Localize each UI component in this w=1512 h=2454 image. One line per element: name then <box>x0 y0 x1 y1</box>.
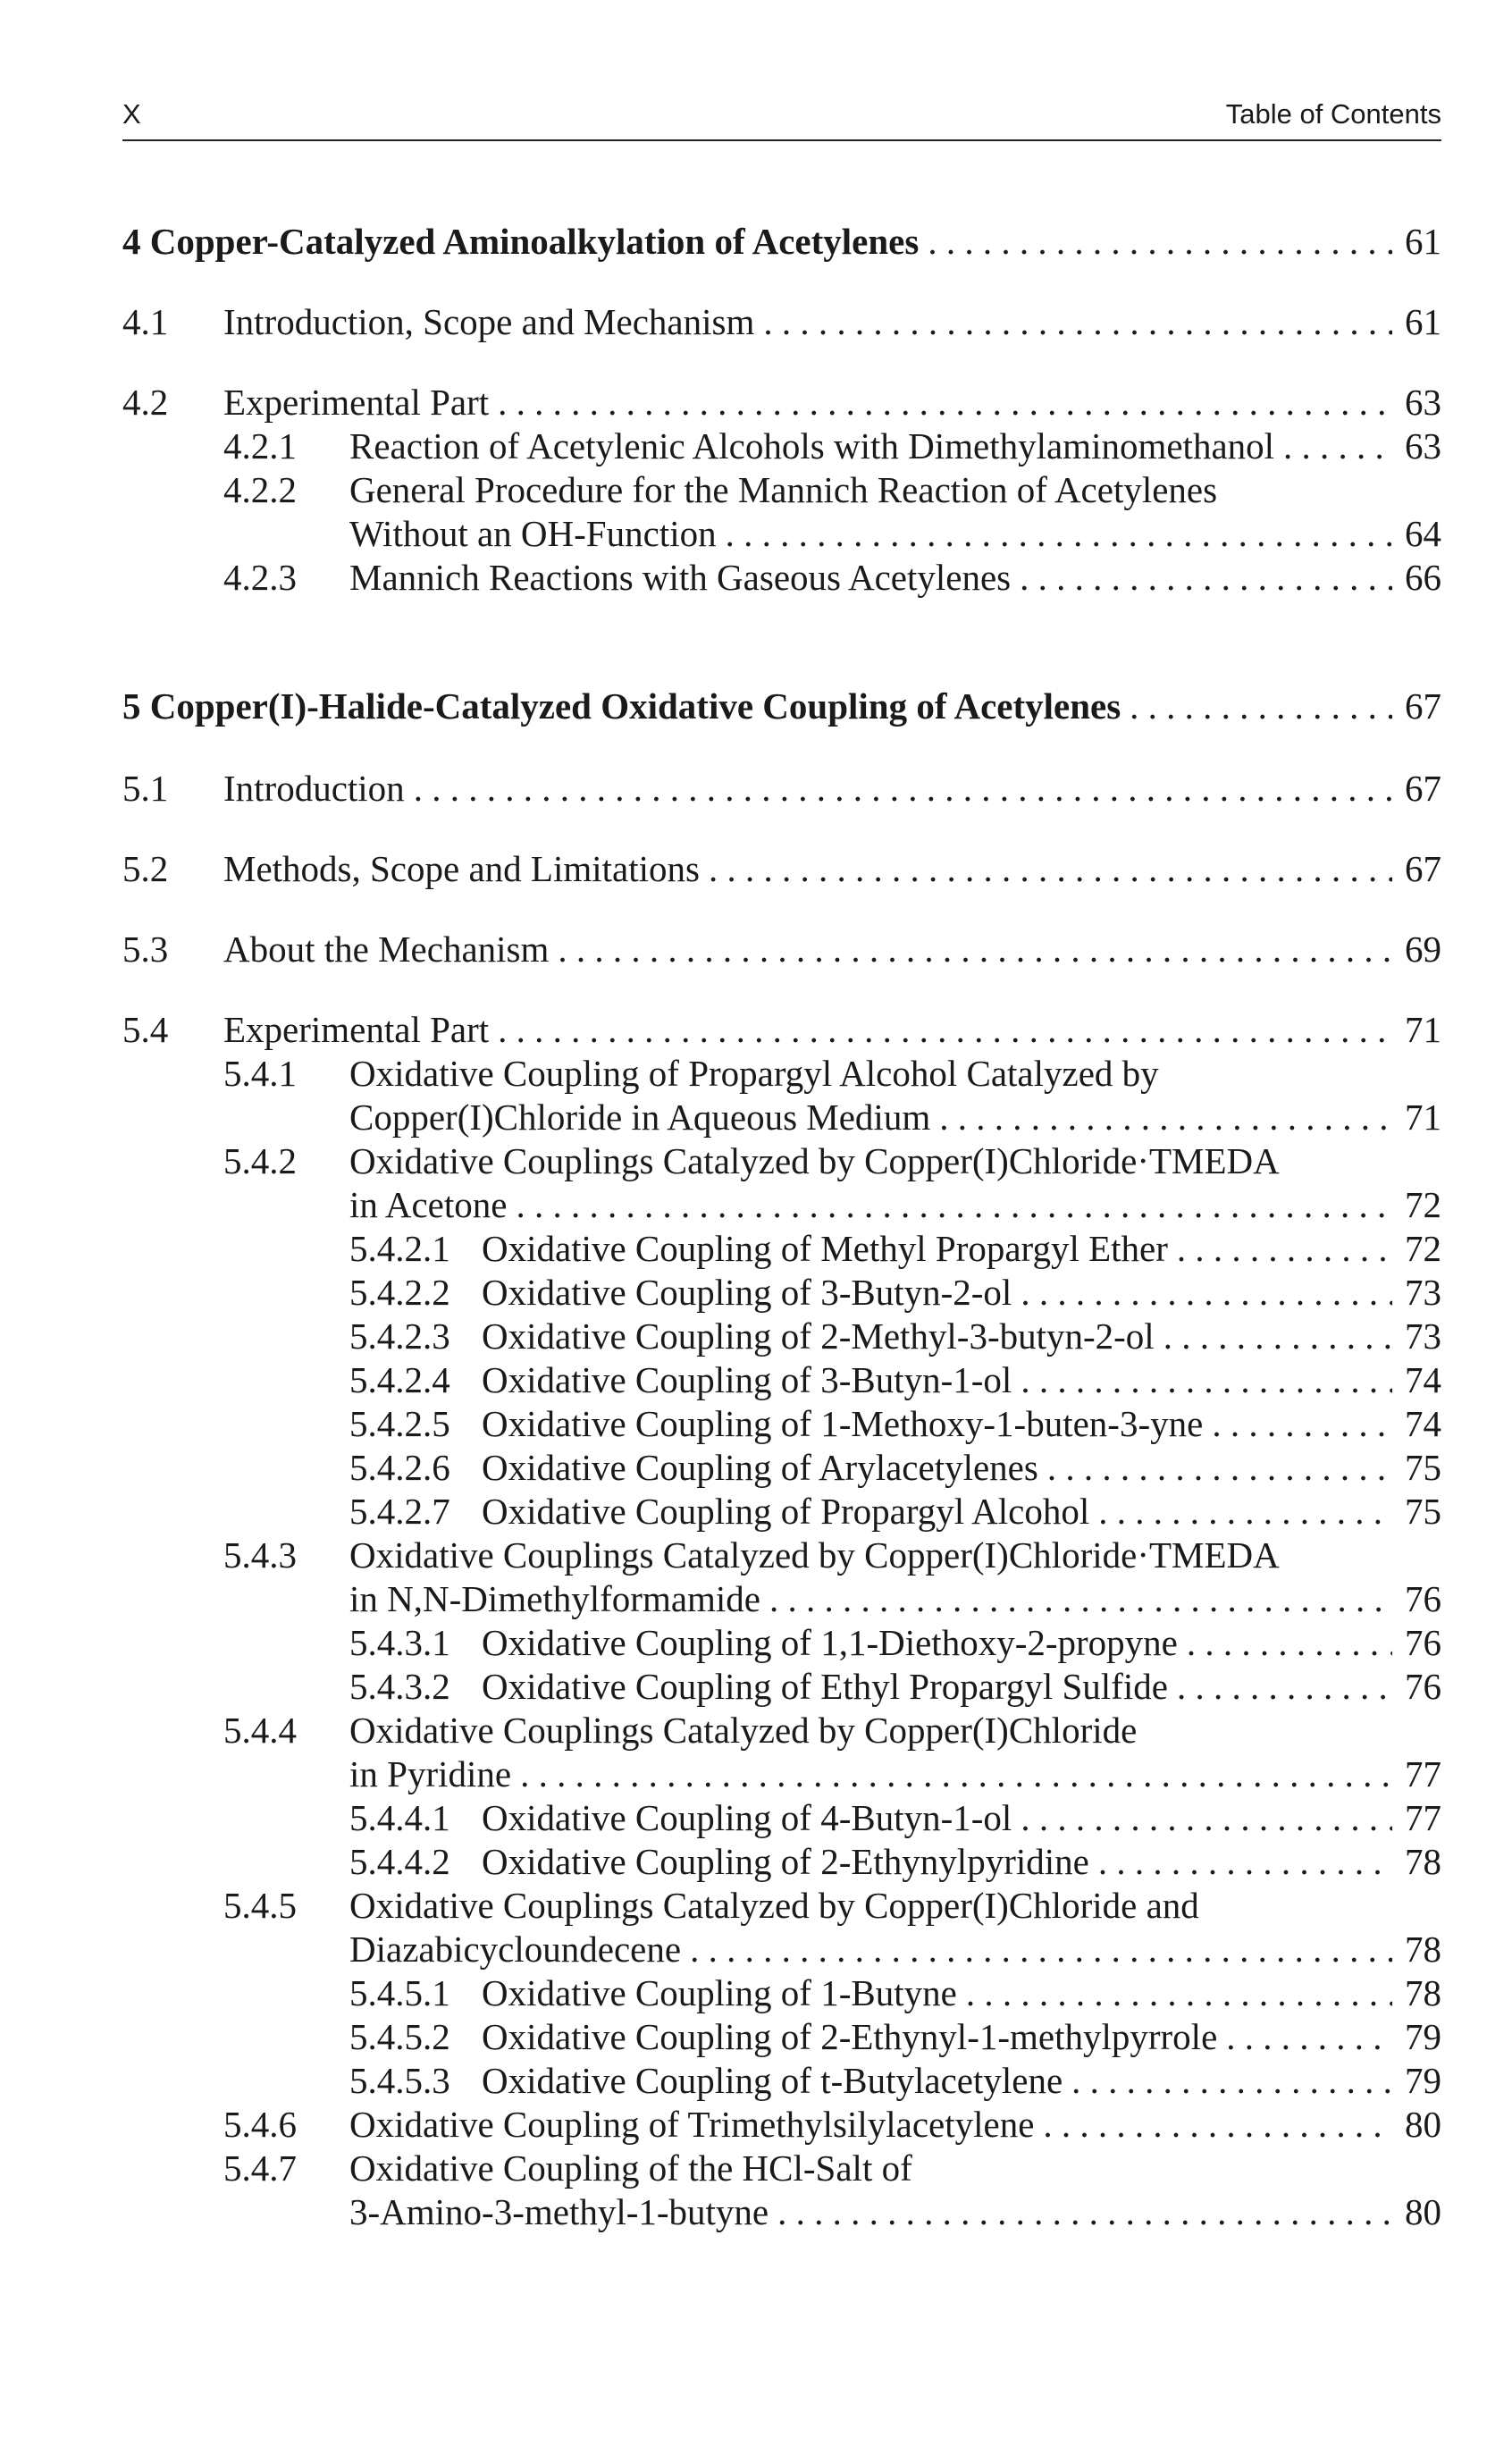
subsection-entry[interactable] <box>122 1534 1441 1577</box>
subsubsection-entry[interactable] <box>122 1490 1441 1534</box>
dot-leader <box>709 847 1392 891</box>
subsection-entry[interactable] <box>122 424 1441 468</box>
dot-leader <box>1021 1271 1392 1315</box>
subsection-title: Reaction of Acetylenic Alcohols with Dimethylaminomethanol <box>349 425 1275 466</box>
subsubsection-number: 5.4.5.3 <box>349 2060 450 2101</box>
section-entry[interactable] <box>122 767 1441 811</box>
subsubsection-number: 5.4.2.6 <box>349 1447 450 1488</box>
dot-leader <box>520 1752 1392 1796</box>
running-title: Table of Contents <box>1225 98 1441 130</box>
page-ref: 72 <box>1405 1228 1441 1269</box>
subsubsection-number: 5.4.2.3 <box>349 1315 450 1357</box>
page-ref: 67 <box>1405 685 1441 727</box>
page-ref: 61 <box>1405 221 1441 262</box>
dot-leader <box>1098 1840 1392 1884</box>
chapter-4-entry[interactable] <box>122 220 1441 264</box>
subsection-title: General Procedure for the Mannich Reaction of Acetylenes <box>349 469 1218 510</box>
subsubsection-number: 5.4.2.4 <box>349 1359 450 1400</box>
subsubsection-number: 5.4.2.7 <box>349 1491 450 1532</box>
subsubsection-title: Oxidative Coupling of 2-Methyl-3-butyn-2-ol <box>482 1315 1155 1357</box>
dot-leader <box>1177 1665 1392 1709</box>
page-ref: 71 <box>1405 1097 1441 1138</box>
page-ref: 76 <box>1405 1622 1441 1663</box>
page-ref: 72 <box>1405 1184 1441 1225</box>
subsubsection-entry[interactable] <box>122 1665 1441 1709</box>
subsubsection-entry[interactable] <box>122 1840 1441 1884</box>
page-ref: 80 <box>1405 2104 1441 2145</box>
subsubsection-number: 5.4.3.1 <box>349 1622 450 1663</box>
subsection-title: Oxidative Coupling of Trimethylsilylacetylene <box>349 2104 1035 2145</box>
subsection-entry-continued[interactable] <box>122 1183 1441 1227</box>
dot-leader <box>498 1008 1392 1052</box>
section-entry[interactable] <box>122 847 1441 891</box>
dot-leader <box>516 1183 1392 1227</box>
subsubsection-entry[interactable] <box>122 1971 1441 2015</box>
section-number: 5.3 <box>122 929 169 970</box>
subsubsection-number: 5.4.5.1 <box>349 1972 450 2013</box>
section-title: Introduction <box>223 768 405 809</box>
subsection-number: 4.2.3 <box>223 557 297 598</box>
page-ref: 67 <box>1405 768 1441 809</box>
page-ref: 74 <box>1405 1403 1441 1444</box>
page-ref: 63 <box>1405 382 1441 423</box>
subsubsection-entry[interactable] <box>122 1796 1441 1840</box>
subsection-title-continued: in N,N-Dimethylformamide <box>349 1578 761 1619</box>
dot-leader <box>1283 424 1392 468</box>
page-ref: 76 <box>1405 1578 1441 1619</box>
subsection-entry[interactable] <box>122 1139 1441 1183</box>
subsection-title: Oxidative Couplings Catalyzed by Copper(I)Chloride <box>349 1710 1138 1751</box>
subsubsection-title: Oxidative Coupling of Arylacetylenes <box>482 1447 1038 1488</box>
subsubsection-number: 5.4.2.5 <box>349 1403 450 1444</box>
dot-leader <box>1226 2015 1392 2059</box>
dot-leader <box>690 1928 1392 1971</box>
subsection-entry-continued[interactable] <box>122 1752 1441 1796</box>
subsubsection-title: Oxidative Coupling of Ethyl Propargyl Sulfide <box>482 1666 1168 1707</box>
subsubsection-title: Oxidative Coupling of 1-Methoxy-1-buten-3-yne <box>482 1403 1204 1444</box>
subsubsection-number: 5.4.2.2 <box>349 1272 450 1313</box>
subsection-title-continued: Copper(I)Chloride in Aqueous Medium <box>349 1097 931 1138</box>
subsection-title-continued: Without an OH-Function <box>349 513 717 554</box>
subsubsection-entry[interactable] <box>122 1271 1441 1315</box>
section-number: 4.2 <box>122 382 169 423</box>
section-title: Experimental Part <box>223 382 490 423</box>
page-ref: 78 <box>1405 1972 1441 2013</box>
page-ref: 61 <box>1405 301 1441 342</box>
section-title: Methods, Scope and Limitations <box>223 848 700 889</box>
subsubsection-number: 5.4.3.2 <box>349 1666 450 1707</box>
subsubsection-number: 5.4.2.1 <box>349 1228 450 1269</box>
subsubsection-title: Oxidative Coupling of 1-Butyne <box>482 1972 957 2013</box>
subsection-number: 4.2.1 <box>223 425 297 466</box>
subsection-entry[interactable] <box>122 1884 1441 1928</box>
dot-leader <box>1020 556 1392 600</box>
subsection-entry-continued[interactable] <box>122 1096 1441 1139</box>
subsection-title: Mannich Reactions with Gaseous Acetylenes <box>349 557 1012 598</box>
subsection-number: 4.2.2 <box>223 469 297 510</box>
dot-leader <box>966 1971 1392 2015</box>
dot-leader <box>763 300 1392 344</box>
page-ref: 71 <box>1405 1009 1441 1050</box>
subsubsection-title: Oxidative Coupling of 1,1-Diethoxy-2-propyne <box>482 1622 1178 1663</box>
subsection-entry-continued[interactable] <box>122 1577 1441 1621</box>
subsection-number: 5.4.1 <box>223 1053 297 1094</box>
page-ref: 63 <box>1405 425 1441 466</box>
section-entry[interactable] <box>122 1008 1441 1052</box>
subsection-title: Oxidative Couplings Catalyzed by Copper(I)Chloride and <box>349 1885 1199 1926</box>
subsection-entry[interactable] <box>122 2147 1441 2190</box>
subsection-title-continued: in Acetone <box>349 1184 508 1225</box>
subsection-entry[interactable] <box>122 468 1441 512</box>
subsection-title-continued: 3-Amino-3-methyl-1-butyne <box>349 2191 769 2232</box>
dot-leader <box>1212 1402 1392 1446</box>
page-ref: 78 <box>1405 1929 1441 1970</box>
page-ref: 75 <box>1405 1447 1441 1488</box>
section-entry[interactable] <box>122 300 1441 344</box>
subsubsection-entry[interactable] <box>122 2015 1441 2059</box>
section-title: Introduction, Scope and Mechanism <box>223 301 755 342</box>
subsubsection-number: 5.4.5.2 <box>349 2016 450 2057</box>
subsection-title: Oxidative Couplings Catalyzed by Copper(I)Chloride·TMEDA <box>349 1140 1280 1181</box>
subsection-entry[interactable] <box>122 2103 1441 2147</box>
subsection-entry[interactable] <box>122 1709 1441 1752</box>
section-number: 5.1 <box>122 768 169 809</box>
subsubsection-title: Oxidative Coupling of Methyl Propargyl Ether <box>482 1228 1168 1269</box>
page-ref: 79 <box>1405 2060 1441 2101</box>
dot-leader <box>414 767 1392 811</box>
subsection-number: 5.4.2 <box>223 1140 297 1181</box>
page-ref: 77 <box>1405 1753 1441 1794</box>
page-ref: 76 <box>1405 1666 1441 1707</box>
subsubsection-number: 5.4.4.1 <box>349 1797 450 1838</box>
dot-leader <box>1163 1315 1392 1358</box>
subsubsection-entry[interactable] <box>122 1402 1441 1446</box>
page-ref: 69 <box>1405 929 1441 970</box>
dot-leader <box>1187 1621 1392 1665</box>
subsubsection-entry[interactable] <box>122 1227 1441 1271</box>
page-ref: 67 <box>1405 848 1441 889</box>
chapter-5-entry[interactable] <box>122 685 1441 728</box>
subsection-number: 5.4.5 <box>223 1885 297 1926</box>
subsection-number: 5.4.3 <box>223 1534 297 1576</box>
subsection-title: Oxidative Coupling of the HCl-Salt of <box>349 2147 912 2189</box>
subsubsection-title: Oxidative Coupling of 3-Butyn-2-ol <box>482 1272 1012 1313</box>
section-number: 5.4 <box>122 1009 169 1050</box>
subsection-entry[interactable] <box>122 556 1441 600</box>
dot-leader <box>1043 2103 1392 2147</box>
page-ref: 77 <box>1405 1797 1441 1838</box>
subsubsection-entry[interactable] <box>122 1446 1441 1490</box>
chapter-title: 4 Copper-Catalyzed Aminoalkylation of Acetylenes <box>122 221 920 262</box>
subsection-entry-continued[interactable] <box>122 512 1441 556</box>
subsubsection-number: 5.4.4.2 <box>349 1841 450 1882</box>
page-header <box>122 88 1441 141</box>
dot-leader <box>928 220 1392 264</box>
subsubsection-title: Oxidative Coupling of t-Butylacetylene <box>482 2060 1063 2101</box>
chapter-title: 5 Copper(I)-Halide-Catalyzed Oxidative Coupling of Acetylenes <box>122 685 1121 727</box>
section-number: 5.2 <box>122 848 169 889</box>
subsubsection-entry[interactable] <box>122 2059 1441 2103</box>
dot-leader <box>1021 1358 1392 1402</box>
section-number: 4.1 <box>122 301 169 342</box>
dot-leader <box>1047 1446 1392 1490</box>
page-number: X <box>122 98 141 130</box>
subsection-entry[interactable] <box>122 1052 1441 1096</box>
dot-leader <box>777 2190 1392 2234</box>
page-ref: 80 <box>1405 2191 1441 2232</box>
subsection-title: Oxidative Couplings Catalyzed by Copper(I)Chloride·TMEDA <box>349 1534 1280 1576</box>
subsubsection-title: Oxidative Coupling of 2-Ethynylpyridine <box>482 1841 1089 1882</box>
header-rule <box>122 139 1441 141</box>
dot-leader <box>1130 685 1392 728</box>
section-entry[interactable] <box>122 928 1441 971</box>
dot-leader <box>1098 1490 1392 1534</box>
subsubsection-entry[interactable] <box>122 1358 1441 1402</box>
dot-leader <box>558 928 1392 971</box>
subsubsection-entry[interactable] <box>122 1621 1441 1665</box>
subsubsection-title: Oxidative Coupling of Propargyl Alcohol <box>482 1491 1090 1532</box>
subsection-entry-continued[interactable] <box>122 2190 1441 2234</box>
page-ref: 74 <box>1405 1359 1441 1400</box>
section-title: Experimental Part <box>223 1009 490 1050</box>
dot-leader <box>1071 2059 1392 2103</box>
subsection-number: 5.4.4 <box>223 1710 297 1751</box>
subsection-number: 5.4.6 <box>223 2104 297 2145</box>
subsubsection-title: Oxidative Coupling of 2-Ethynyl-1-methylpyrrole <box>482 2016 1218 2057</box>
subsection-entry-continued[interactable] <box>122 1928 1441 1971</box>
subsection-number: 5.4.7 <box>223 2147 297 2189</box>
dot-leader <box>498 381 1392 424</box>
page-ref: 78 <box>1405 1841 1441 1882</box>
section-entry[interactable] <box>122 381 1441 424</box>
page-ref: 64 <box>1405 513 1441 554</box>
dot-leader <box>1021 1796 1392 1840</box>
dot-leader <box>939 1096 1392 1139</box>
subsection-title-continued: in Pyridine <box>349 1753 512 1794</box>
page-ref: 75 <box>1405 1491 1441 1532</box>
dot-leader <box>769 1577 1392 1621</box>
section-title: About the Mechanism <box>223 929 550 970</box>
page-ref: 79 <box>1405 2016 1441 2057</box>
page-ref: 66 <box>1405 557 1441 598</box>
dot-leader <box>726 512 1392 556</box>
dot-leader <box>1177 1227 1392 1271</box>
subsubsection-entry[interactable] <box>122 1315 1441 1358</box>
page-ref: 73 <box>1405 1272 1441 1313</box>
subsection-title: Oxidative Coupling of Propargyl Alcohol Catalyzed by <box>349 1053 1159 1094</box>
subsubsection-title: Oxidative Coupling of 3-Butyn-1-ol <box>482 1359 1012 1400</box>
subsection-title-continued: Diazabicycloundecene <box>349 1929 682 1970</box>
page-ref: 73 <box>1405 1315 1441 1357</box>
table-of-contents <box>122 220 1441 2234</box>
subsubsection-title: Oxidative Coupling of 4-Butyn-1-ol <box>482 1797 1012 1838</box>
